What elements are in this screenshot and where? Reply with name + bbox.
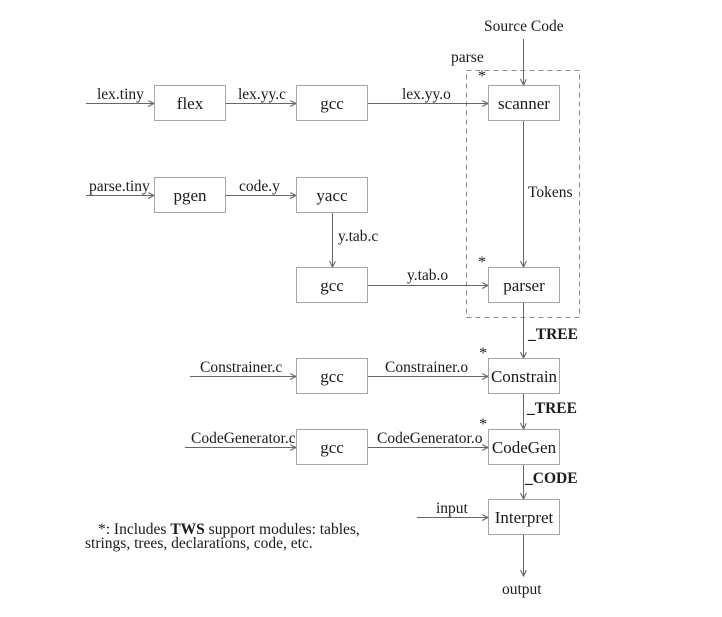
box-gcc-3 [296,358,368,394]
footnote [85,523,385,551]
label-tokens: Tokens [528,184,573,201]
footnote-rest: support modules: tables, strings, trees, declarations, code, etc. [85,521,360,552]
label-lex-tiny: lex.tiny [97,86,144,103]
label-parse-tiny: parse.tiny [89,178,150,195]
box-gcc-4 [296,429,368,465]
label-code: _CODE [525,470,578,487]
box-pgen-label: pgen [173,185,207,205]
label-constrainer-o: Constrainer.o [385,359,469,376]
label-parse-group: parse [451,49,484,66]
label-codegenerator-c: CodeGenerator.c [191,430,296,447]
box-yacc-label: yacc [316,185,348,205]
constrain-star: * [479,345,487,362]
label-y-tab-o: y.tab.o [407,267,449,284]
label-codegenerator-o: CodeGenerator.o [377,430,483,447]
box-flex [154,85,226,121]
label-y-tab-c: y.tab.c [338,228,379,245]
codegen-star: * [479,416,487,433]
box-codegen-label: CodeGen [491,437,557,457]
box-gcc-2-label: gcc [320,275,344,295]
label-output: output [502,581,542,598]
box-gcc-2 [296,267,368,303]
label-code-y: code.y [239,178,280,195]
box-pgen [154,177,226,213]
label-tree-2: _TREE [527,400,577,417]
box-scanner [488,85,560,121]
box-gcc-3-label: gcc [320,366,344,386]
box-scanner-label: scanner [498,93,550,113]
scanner-star: * [478,68,486,85]
box-parser [488,267,560,303]
footnote-prefix: *: Includes [98,521,171,538]
label-tree-1: _TREE [528,326,578,343]
label-lex-yy-c: lex.yy.c [238,86,287,103]
label-constrainer-c: Constrainer.c [200,359,283,376]
box-interpret [488,499,560,535]
label-input: input [436,500,468,517]
label-source-code: Source Code [484,18,564,35]
parser-star: * [478,254,486,271]
box-parser-label: parser [503,275,545,295]
box-gcc-1-label: gcc [320,93,344,113]
box-interpret-label: Interpret [494,507,554,527]
box-constrain-label: Constrain [490,366,558,386]
box-gcc-4-label: gcc [320,437,344,457]
label-lex-yy-o: lex.yy.o [402,86,451,103]
footnote-bold-word: TWS [170,521,205,538]
box-flex-label: flex [176,93,204,113]
box-constrain [488,358,560,394]
box-gcc-1 [296,85,368,121]
box-codegen [488,429,560,465]
box-yacc [296,177,368,213]
